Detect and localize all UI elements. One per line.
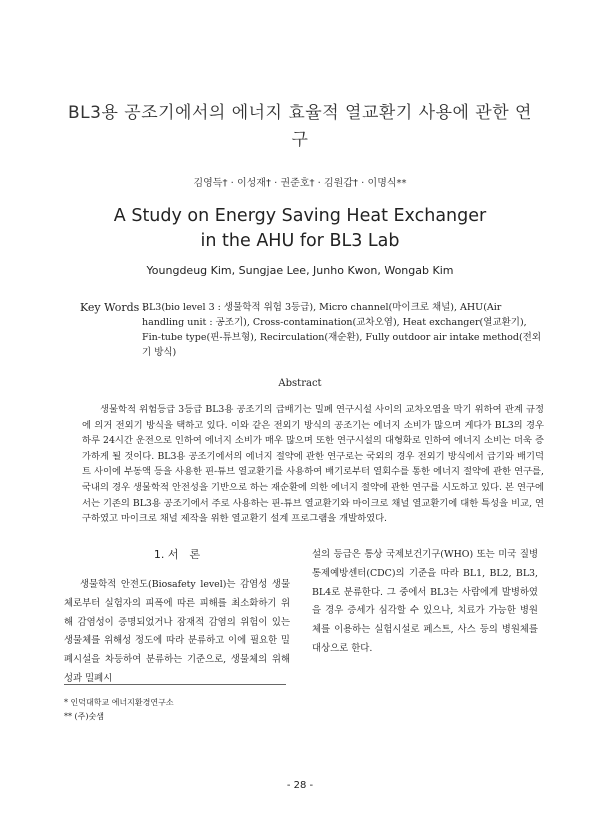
korean-authors: 김영득† · 이성재† · 권준호† · 김원갑† · 이명식** [193,178,407,189]
section-title: 1. 서 론 [153,548,201,561]
keywords-block [80,300,542,360]
footnote-affiliation-1: * 인덕대학교 에너지환경연구소 [64,698,174,707]
keywords-text: BL3(bio level 3 : 생물학적 위험 3등급), Micro channel(마이크로 채널), AHU(Air handling unit : 공조기), Cross-contamination(교차오염), Heat exchanger(열교환기), Fin-tube type(핀-튜브형), Recirculation(재순환), Fully outdoor air intake method(전외기 방식) [142,302,542,358]
abstract-heading: Abstract [278,378,322,389]
abstract-text: 생물학적 위험등급 3등급 BL3용 공조기의 급배기는 밀폐 연구시설 사이의 교차오염을 막기 위하여 관계 규정에 의거 전외기 방식을 택하고 있다. 이와 같은 전외기 방식의 공조기는 에너지 소비가 많으며 게다가 BL3의 경우 하루 24시간 운전으로 인하여 에너지 소비가 매우 많으며 또한 연구시설의 대형화로 인하여 에너지 소비는 더욱 증가하게 될 것이다. BL3용 공조기에서의 에너지 절약에 관한 연구로는 국외의 경우 전외기 방식에서 급기와 배기덕트 사이에 부동액 등을 사용한 핀-튜브 열교환기를 사용하여 배기로부터 열회수를 통한 에너지 절약에 관한 연구를, 국내의 경우 생물학적 안전성을 기반으로 하는 재순환에 의한 에너지 절약에 관한 연구를 시도하고 있다. 본 연구에서는 기존의 BL3용 공조기에서 주로 사용하는 핀-튜브 열교환기와 마이크로 채널 열교환기에 대한 특성을 비교, 연구하였고 마이크로 채널 제작을 위한 열교환기 설계 프로그램을 개발하였다. [82,404,544,525]
english-title-line1: A Study on Energy Saving Heat Exchanger [113,206,487,226]
footnote-divider [64,684,286,685]
footnote-affiliation-2: ** (주)숫샘 [64,712,104,721]
keywords-label: Key Words : [80,301,147,314]
english-authors: Youngdeug Kim, Sungjae Lee, Junho Kwon, Wongab Kim [146,264,454,277]
page-number: - 28 - [286,780,314,791]
right-column [312,546,538,659]
english-title-line2: in the AHU for BL3 Lab [200,231,400,251]
left-column [64,546,290,689]
korean-title: BL3용 공조기에서의 에너지 효율적 열교환기 사용에 관한 연구 [68,103,532,150]
english-title [60,204,540,254]
section-body-left: 생물학적 안전도(Biosafety level)는 감염성 생물체로부터 실험자의 피폭에 따른 피해를 최소화하기 위해 감염성이 증명되었거나 잠재적 감염의 위험이 있는 생물체를 위해성 정도에 따라 분류하고 이에 필요한 밀폐시설을 차등하여 분류하는 기준으로, 생물체의 위해성과 밀폐시 [64,579,290,684]
section-body-right: 설의 등급은 통상 국제보건기구(WHO) 또는 미국 질병통제예방센터(CDC)의 기준을 따라 BL1, BL2, BL3, BL4로 분류한다. 그 중에서 BL3는 사람에게 발병하였을 경우 증세가 심각할 수 있으나, 치료가 가능한 병원체를 이용하는 실험시설로 페스트, 사스 등의 병원체를 대상으로 한다. [312,549,538,654]
